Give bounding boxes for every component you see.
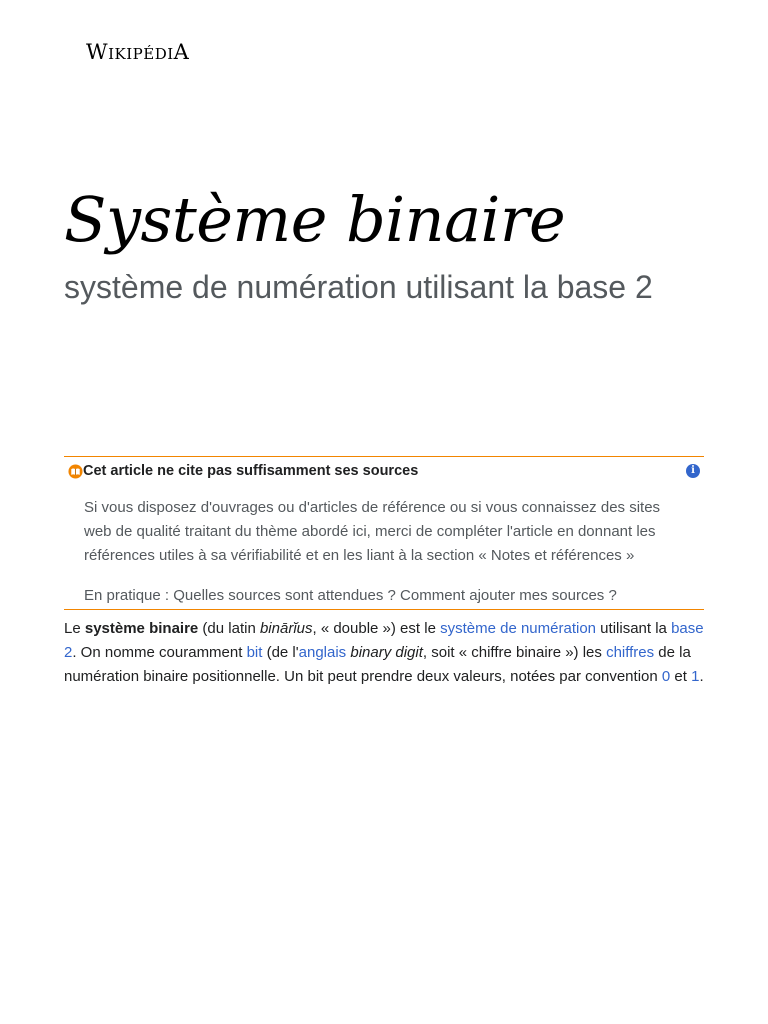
wikipedia-wordmark[interactable] bbox=[86, 40, 189, 64]
link-anglais[interactable]: anglais bbox=[298, 644, 347, 662]
italic-binary-digit: binary digit bbox=[350, 644, 423, 662]
wordmark-tail: A bbox=[173, 40, 190, 64]
page-title: Système binaire bbox=[64, 183, 566, 256]
notice-practice bbox=[84, 584, 684, 608]
lead-paragraph: Le système binaire (du latin binārĭus, « double ») est le système de numération utilisant la base 2. On nomme couramment bit (de l'anglais binary digit, soit « chiffre binaire ») les chiffres de la numération binaire positionnelle. Un bit peut prendre deux valeurs, notées par convention 0 et 1. bbox=[64, 620, 704, 686]
notice-header bbox=[64, 461, 418, 481]
practice-link-expected-sources[interactable]: Quelles sources sont attendues ? bbox=[173, 587, 396, 604]
book-warning-icon bbox=[68, 464, 83, 479]
italic-latin: binārĭus bbox=[259, 620, 313, 637]
sources-notice-box bbox=[64, 456, 704, 610]
wordmark-rest: ikipédi bbox=[108, 40, 174, 64]
wordmark-lead: W bbox=[86, 40, 109, 64]
notice-title: Cet article ne cite pas suffisamment ses sources bbox=[83, 463, 419, 479]
link-base-2[interactable]: base 2 bbox=[64, 620, 704, 662]
bold-term: système binaire bbox=[84, 620, 199, 637]
link-chiffres[interactable]: chiffres bbox=[606, 644, 655, 662]
practice-link-add-sources[interactable]: Comment ajouter mes sources ? bbox=[400, 587, 617, 604]
link-1[interactable]: 1 bbox=[691, 668, 700, 686]
info-icon[interactable]: i bbox=[686, 464, 700, 478]
link-systeme-de-numeration[interactable]: système de numération bbox=[440, 620, 597, 637]
link-0[interactable]: 0 bbox=[661, 668, 671, 686]
notice-body: Si vous disposez d'ouvrages ou d'articles de référence ou si vous connaissez des sites web de qualité traitant du thème abordé ici, merci de compléter l'article en donnant les références utiles à sa vérifiabilité et en les liant à la section « Notes et références » bbox=[84, 499, 661, 564]
link-bit[interactable]: bit bbox=[246, 644, 263, 662]
practice-prefix: En pratique : bbox=[84, 587, 174, 604]
page-description: système de numération utilisant la base 2 bbox=[64, 269, 653, 305]
